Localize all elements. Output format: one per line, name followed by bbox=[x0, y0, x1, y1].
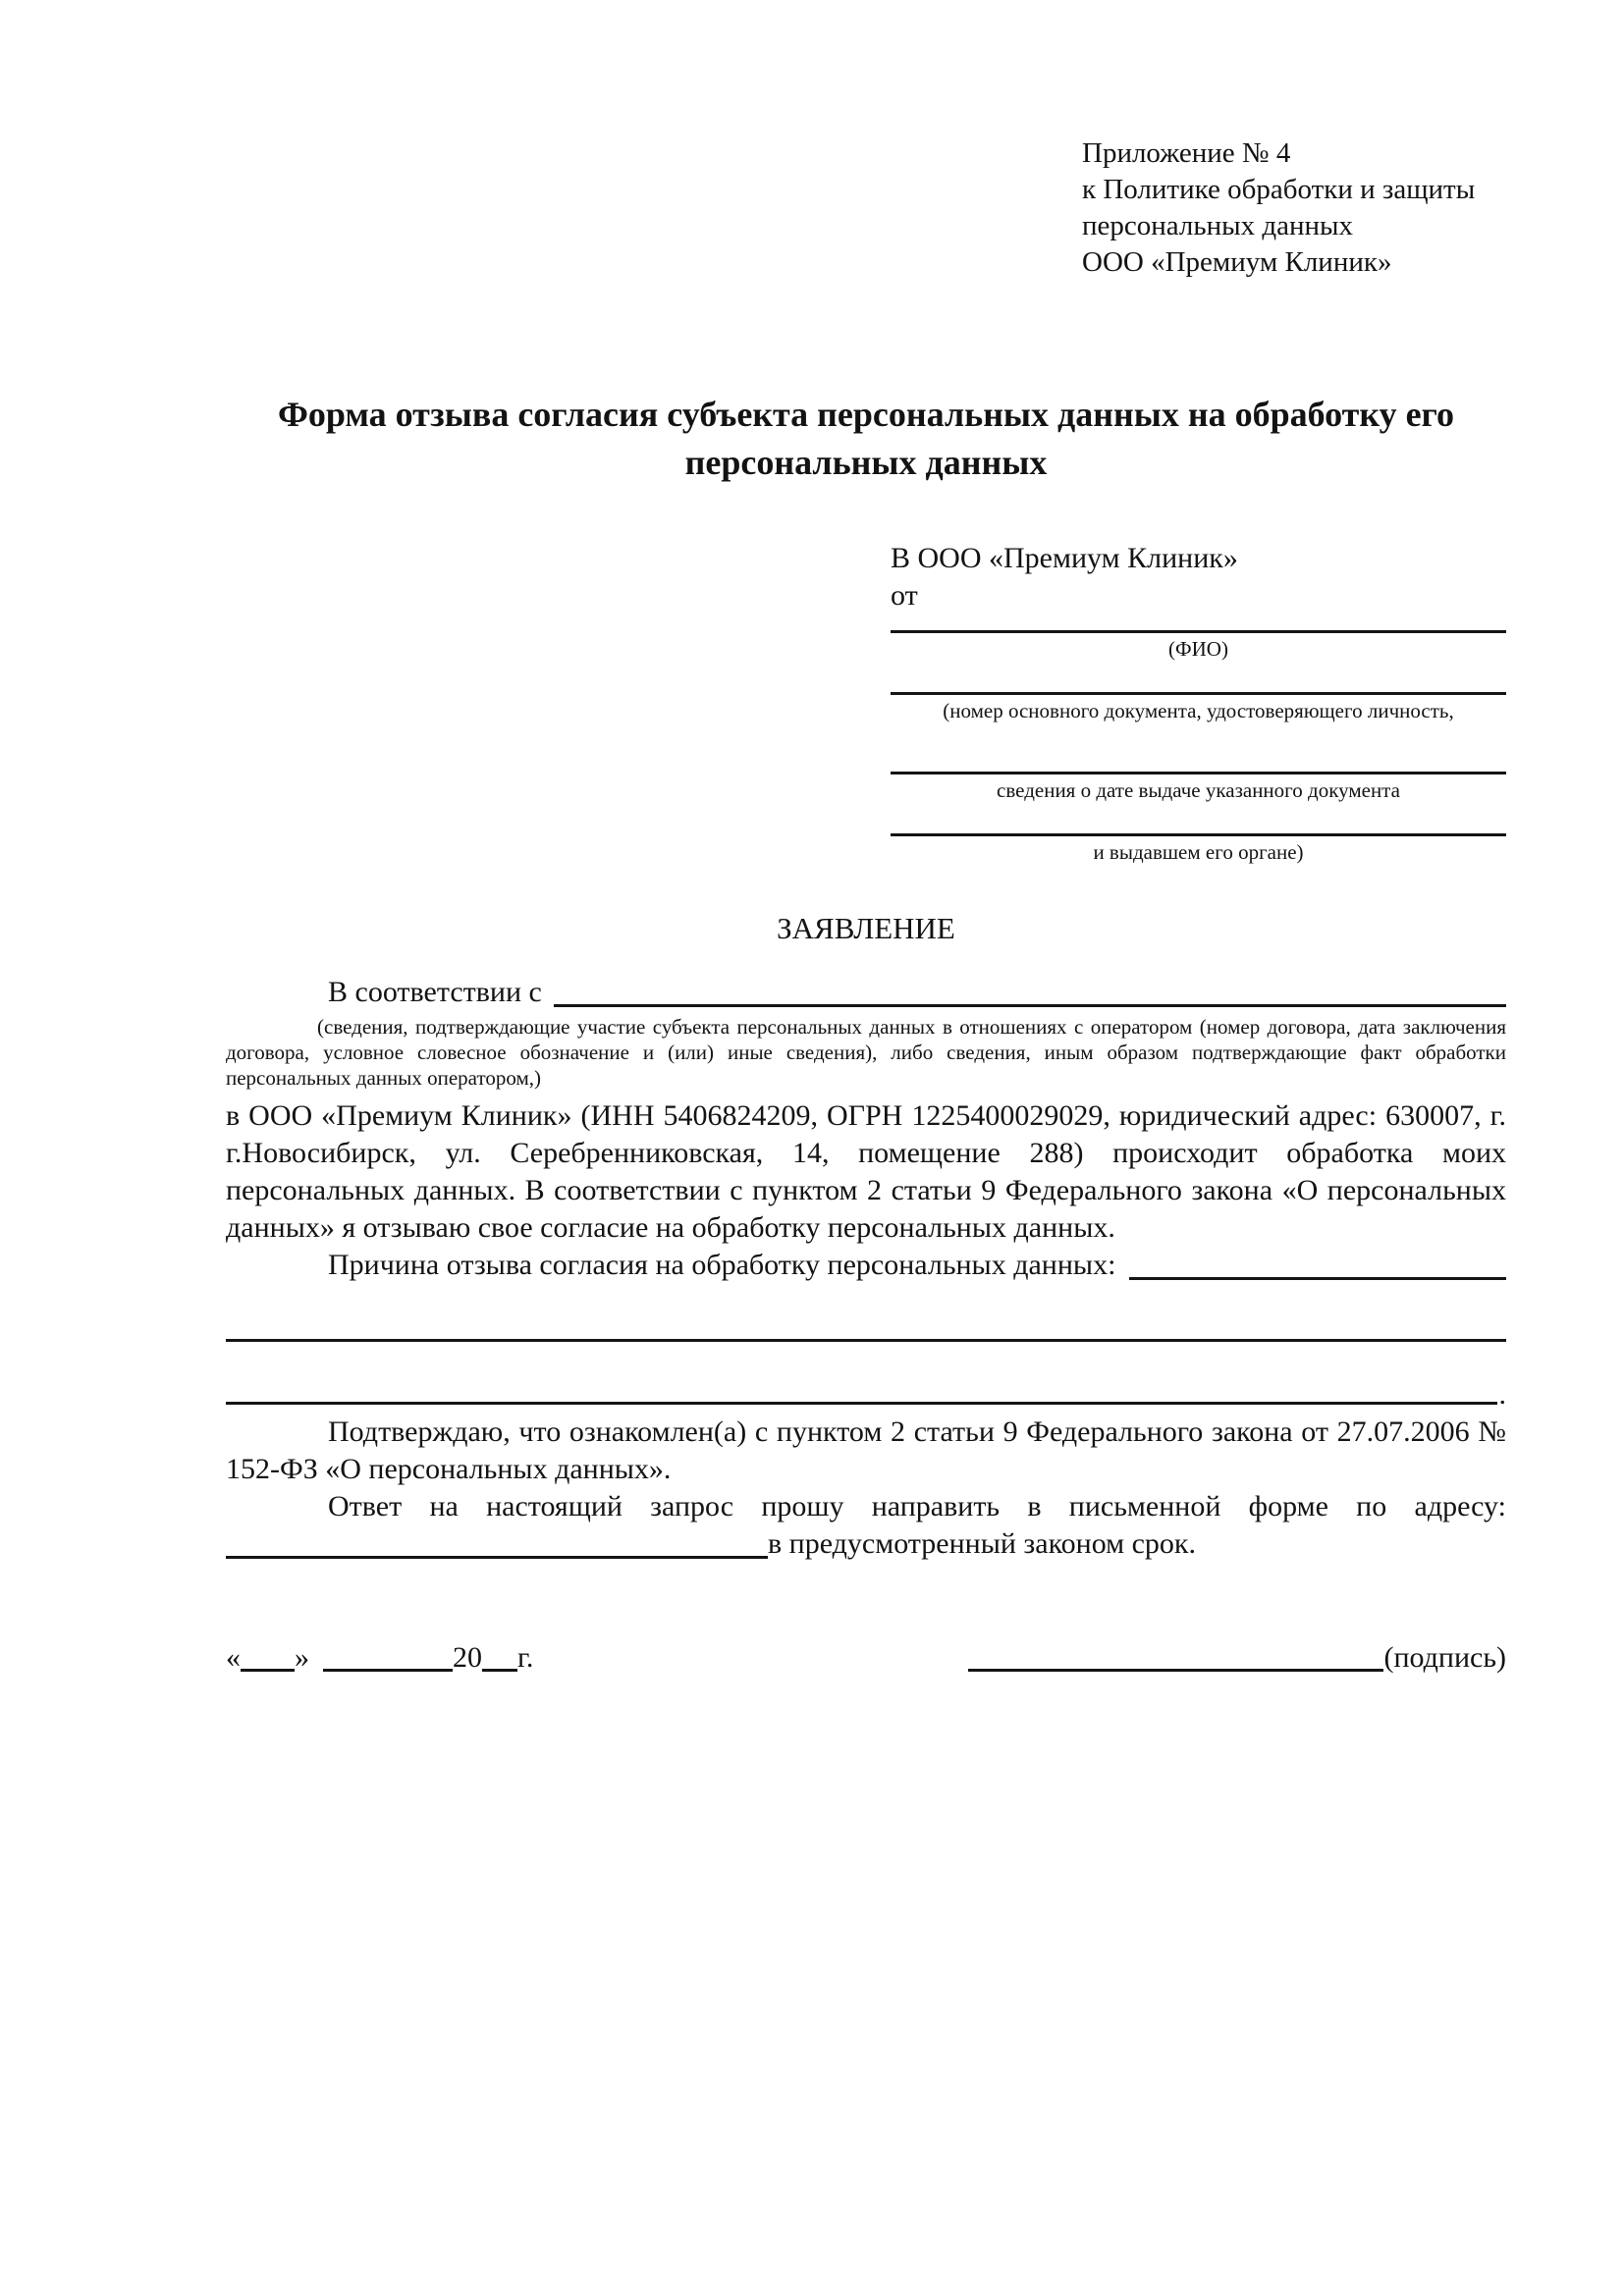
quote-open: « bbox=[226, 1640, 241, 1674]
appendix-line: Приложение № 4 bbox=[1082, 137, 1291, 169]
year-suffix: г. bbox=[517, 1640, 534, 1674]
day-blank-line[interactable] bbox=[241, 1669, 295, 1672]
year-blank-line[interactable] bbox=[482, 1669, 517, 1672]
quote-close: » bbox=[295, 1640, 309, 1674]
signature-line bbox=[968, 1639, 1506, 1677]
doc-number-label: (номер основного документа, удостоверяющего личность, bbox=[943, 699, 1454, 722]
issue-date-field bbox=[891, 772, 1506, 804]
reason-continuation-line-2 bbox=[226, 1378, 1506, 1412]
document-title: Форма отзыва согласия субъекта персональных данных на обработку его персональных данных bbox=[277, 395, 1455, 482]
accordance-line bbox=[226, 974, 1506, 1011]
statement-heading: ЗАЯВЛЕНИЕ bbox=[777, 911, 955, 945]
appendix-line: ООО «Премиум Клиник» bbox=[1082, 246, 1392, 278]
reply-suffix: в предусмотренный законом срок. bbox=[768, 1526, 1196, 1560]
date-signature-row bbox=[226, 1639, 1506, 1677]
confirmation-paragraph: Подтверждаю, что ознакомлен(а) с пунктом 2 статьи 9 Федерального закона от 27.07.2006 № 152-ФЗ «О персональных данных». bbox=[226, 1415, 1506, 1485]
date-line bbox=[226, 1639, 533, 1677]
appendix-line: персональных данных bbox=[1082, 210, 1354, 241]
addressee-to: В ООО «Премиум Клиник» bbox=[891, 542, 1238, 574]
accordance-blank-line[interactable] bbox=[554, 1004, 1506, 1007]
reply-address-line bbox=[226, 1525, 1506, 1563]
reply-request-line: Ответ на настоящий запрос прошу направить в письменной форме по адресу: bbox=[328, 1489, 1506, 1522]
doc-number-field bbox=[891, 692, 1506, 724]
fio-field bbox=[891, 630, 1506, 663]
signature-label: (подпись) bbox=[1383, 1640, 1506, 1674]
issuing-authority-field bbox=[891, 833, 1506, 866]
reply-address-blank-line[interactable] bbox=[226, 1556, 768, 1559]
year-century: 20 bbox=[453, 1640, 482, 1674]
reason-line bbox=[226, 1247, 1506, 1284]
statement-paragraph: в ООО «Премиум Клиник» (ИНН 5406824209, ОГРН 1225400029029, юридический адрес: 630007, г. г.Новосибирск, ул. Серебренниковская, 14, помещение 288) происходит обработка моих персональных данных. В соответствии с пунктом 2 статьи 9 Федерального закона «О персональных данных» я отзываю свое согласие на обработку персональных данных. bbox=[226, 1098, 1506, 1244]
addressee-block bbox=[891, 540, 1506, 866]
appendix-line: к Политике обработки и защиты bbox=[1082, 174, 1476, 205]
addressee-from: от bbox=[891, 579, 918, 612]
reason-label: Причина отзыва согласия на обработку персональных данных: bbox=[328, 1248, 1116, 1281]
statement-footnote: (сведения, подтверждающие участие субъекта персональных данных в отношениях с оператором (номер договора, дата заключения договора, условное словесное обозначение и (или) иные сведения), либо сведения, иным образом подтверждающие факт обработки персональных данных оператором,) bbox=[226, 1014, 1506, 1090]
month-blank-line[interactable] bbox=[323, 1669, 453, 1672]
appendix-block bbox=[1082, 135, 1506, 281]
reason-continuation-blank-line-2[interactable] bbox=[226, 1402, 1497, 1405]
issue-date-label: сведения о дате выдаче указанного документа bbox=[997, 778, 1400, 802]
issuing-authority-label: и выдавшем его органе) bbox=[1093, 840, 1304, 864]
sentence-period: . bbox=[1498, 1377, 1506, 1411]
reason-blank-line[interactable] bbox=[1129, 1277, 1506, 1280]
signature-blank-line[interactable] bbox=[968, 1669, 1383, 1672]
accordance-prefix: В соответствии с bbox=[328, 975, 542, 1008]
reason-continuation-blank-line-1[interactable] bbox=[226, 1339, 1506, 1342]
fio-label: (ФИО) bbox=[1168, 637, 1228, 661]
